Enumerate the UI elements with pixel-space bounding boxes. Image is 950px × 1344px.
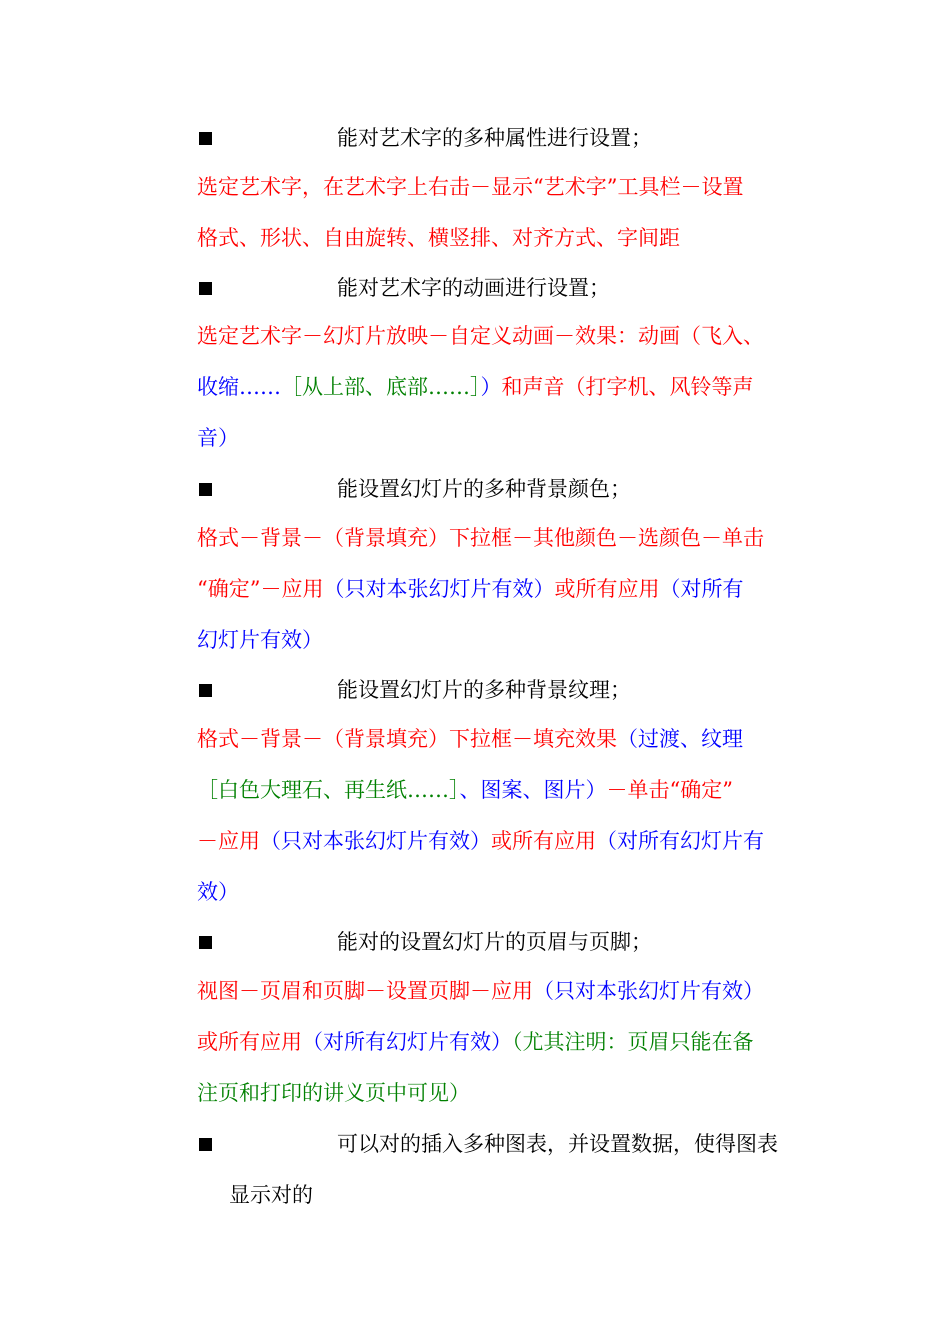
bullet-icon [199, 282, 212, 295]
text-segment: 视图－页眉和页脚－设置页脚－应用 [197, 979, 533, 1003]
text-segment: （只对本张幻灯片有效） [260, 829, 491, 853]
text-segment: （对所有幻灯片有效） [302, 1030, 512, 1054]
section-heading: 能设置幻灯片的多种背景纹理； [337, 678, 631, 702]
text-segment: （只对本张幻灯片有效） [533, 979, 764, 1003]
section-heading: 能对的设置幻灯片的页眉与页脚； [337, 930, 652, 954]
text-segment: 注页和打印的讲义页中可见） [197, 1081, 470, 1105]
text-segment: （尤其注明：页眉只能在备 [512, 1030, 754, 1054]
text-segment: 或所有应用 [197, 1030, 302, 1054]
text-segment: 或所有应用 [554, 577, 660, 601]
text-segment: －单击“确定” [606, 778, 733, 802]
body-line [197, 726, 743, 752]
text-segment: 选定艺术字－幻灯片放映－自定义动画－效果：动画（飞入、 [197, 324, 764, 348]
body-line [197, 425, 239, 451]
text-segment: （过渡、纹理 [617, 727, 743, 751]
body-line [197, 1029, 754, 1055]
section-heading: 能对艺术字的多种属性进行设置； [337, 126, 652, 150]
body-line [197, 978, 764, 1004]
bullet-icon [199, 936, 212, 949]
text-segment: （只对本张幻灯片有效） [323, 577, 555, 601]
body-line [197, 225, 680, 251]
text-segment: 音） [197, 426, 239, 450]
text-segment: 和声音（打字机、风铃等声 [501, 375, 754, 399]
section-heading: 可以对的插入多种图表，并设置数据，使得图表 [337, 1132, 778, 1156]
text-segment: （对所有幻灯片有 [596, 829, 764, 853]
text-segment: ［从上部、底部……］ [281, 375, 481, 399]
text-segment: （对所有 [659, 577, 744, 601]
body-line [197, 627, 323, 653]
bullet-icon [199, 132, 212, 145]
text-segment: 格式－背景－（背景填充）下拉框－其他颜色－选颜色－单击 [197, 526, 764, 550]
body-line [197, 174, 743, 200]
text-segment: ［白色大理石、再生纸……］ [197, 778, 460, 802]
body-line [229, 1182, 313, 1208]
text-segment: 格式－背景－（背景填充）下拉框－填充效果 [197, 727, 617, 751]
body-line [197, 828, 764, 854]
text-segment: 幻灯片有效） [197, 628, 323, 652]
bullet-icon [199, 684, 212, 697]
text-segment: 效） [197, 880, 239, 904]
body-line [197, 777, 733, 803]
text-segment: “确定”－应用 [197, 577, 324, 601]
body-line [197, 374, 754, 400]
body-line [197, 1080, 470, 1106]
text-segment: 显示对的 [229, 1183, 313, 1207]
text-segment: －应用 [197, 829, 260, 853]
text-segment: 、图案、图片） [459, 778, 607, 802]
body-line [197, 576, 743, 602]
bullet-icon [199, 483, 212, 496]
body-line [197, 323, 764, 349]
text-segment: 格式、形状、自由旋转、横竖排、对齐方式、字间距 [197, 226, 680, 250]
text-segment: ） [480, 375, 502, 399]
section-heading: 能设置幻灯片的多种背景颜色； [337, 477, 631, 501]
body-line [197, 525, 764, 551]
text-segment: 收缩…… [197, 375, 281, 399]
text-segment: 或所有应用 [491, 829, 596, 853]
section-heading: 能对艺术字的动画进行设置； [337, 276, 610, 300]
body-line [197, 879, 239, 905]
bullet-icon [199, 1138, 212, 1151]
text-segment: 选定艺术字，在艺术字上右击－显示“艺术字”工具栏－设置 [197, 175, 744, 199]
